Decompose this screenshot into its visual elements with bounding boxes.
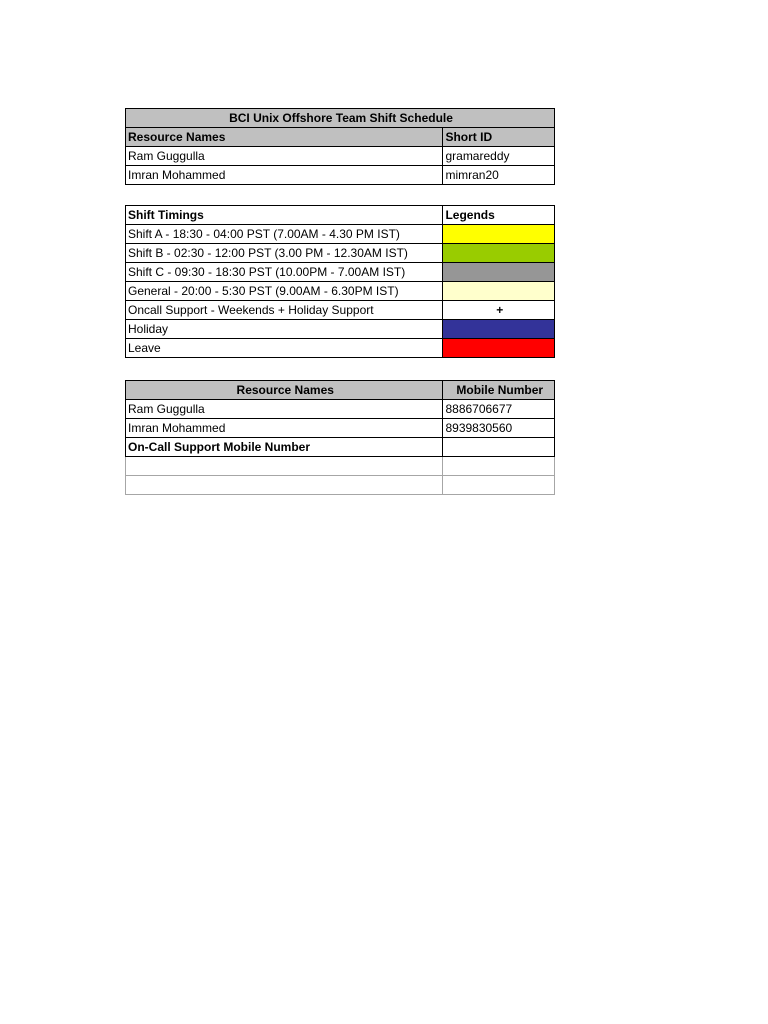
table-row: [126, 301, 555, 320]
shift-label-cell: General - 20:00 - 5:30 PST (9.00AM - 6.30PM IST): [126, 282, 443, 301]
resource-name-cell: Imran Mohammed: [126, 419, 443, 438]
contact-numbers-table: [125, 380, 555, 495]
mobile-number-cell: 8886706677: [443, 400, 555, 419]
empty-cell: [126, 476, 443, 495]
resource-names-header: Resource Names: [126, 381, 443, 400]
shift-label-cell: Shift C - 09:30 - 18:30 PST (10.00PM - 7.00AM IST): [126, 263, 443, 282]
shift-timings-header: Shift Timings: [126, 206, 443, 225]
shift-timings-table: [125, 205, 555, 358]
shift-label-cell: Holiday: [126, 320, 443, 339]
empty-cell: [126, 457, 443, 476]
table-header-row: [126, 381, 555, 400]
legend-swatch: +: [443, 301, 555, 320]
shift-schedule-table: [125, 108, 555, 185]
table-row: [126, 166, 555, 185]
legend-swatch: [443, 282, 555, 301]
shift-label-cell: Shift A - 18:30 - 04:00 PST (7.00AM - 4.30 PM IST): [126, 225, 443, 244]
resource-name-cell: Ram Guggulla: [126, 400, 443, 419]
short-id-header: Short ID: [443, 128, 555, 147]
resource-names-header: Resource Names: [126, 128, 443, 147]
table-row: [126, 400, 555, 419]
table-row: [126, 476, 555, 495]
table-title-row: [126, 109, 555, 128]
table-row: [126, 339, 555, 358]
table-row: [126, 263, 555, 282]
table-row: [126, 244, 555, 263]
legend-swatch: [443, 263, 555, 282]
table-row: [126, 419, 555, 438]
table-header-row: [126, 206, 555, 225]
resource-name-cell: Imran Mohammed: [126, 166, 443, 185]
oncall-row: [126, 438, 555, 457]
legend-swatch: [443, 244, 555, 263]
legend-swatch: [443, 339, 555, 358]
shift-label-cell: Leave: [126, 339, 443, 358]
table-row: [126, 225, 555, 244]
shift-label-cell: Oncall Support - Weekends + Holiday Support: [126, 301, 443, 320]
table-header-row: [126, 128, 555, 147]
empty-cell: [443, 476, 555, 495]
table-row: [126, 320, 555, 339]
legend-swatch: [443, 320, 555, 339]
oncall-label-cell: On-Call Support Mobile Number: [126, 438, 443, 457]
mobile-number-cell: 8939830560: [443, 419, 555, 438]
legends-header: Legends: [443, 206, 555, 225]
shift-label-cell: Shift B - 02:30 - 12:00 PST (3.00 PM - 12.30AM IST): [126, 244, 443, 263]
oncall-number-cell: [443, 438, 555, 457]
resource-name-cell: Ram Guggulla: [126, 147, 443, 166]
mobile-number-header: Mobile Number: [443, 381, 555, 400]
table-row: [126, 147, 555, 166]
table-row: [126, 457, 555, 476]
schedule-title: BCI Unix Offshore Team Shift Schedule: [126, 109, 555, 128]
table-row: [126, 282, 555, 301]
short-id-cell: mimran20: [443, 166, 555, 185]
empty-cell: [443, 457, 555, 476]
short-id-cell: gramareddy: [443, 147, 555, 166]
legend-swatch: [443, 225, 555, 244]
